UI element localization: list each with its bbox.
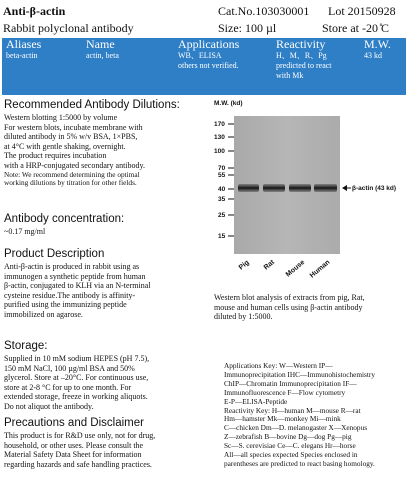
applications-column	[178, 38, 239, 71]
dilutions-title: Recommended Antibody Dilutions:	[4, 99, 180, 111]
blot-mw-label: M.W. (kd)	[214, 100, 243, 107]
key-line: Sc—S. cerevisiae Ce—C. elegans Hr—horse	[224, 441, 356, 451]
marker-label: 25	[218, 212, 226, 219]
dilutions-line: For western blots, incubate membrane with	[4, 122, 143, 132]
description-body	[4, 262, 214, 320]
key-line: Immunoprecipitation IHC—Immunohistochemistry	[224, 369, 375, 379]
caption-line: diluted by 1:5000.	[214, 312, 273, 322]
mw-heading: M.W.	[364, 37, 391, 51]
description-line: Anti-β-actin is produced in rabbit using as	[4, 262, 140, 271]
marker-label: 100	[214, 148, 225, 155]
size: Size: 100 µl	[218, 21, 277, 35]
lane-label-rat: Rat	[262, 258, 276, 272]
dilutions-line: with a HRP-conjugated secondary antibody.	[4, 160, 146, 170]
storage-body	[4, 354, 219, 412]
applications-heading: Applications	[178, 37, 240, 51]
marker-label: 35	[218, 196, 226, 203]
lane-label-mouse: Mouse	[284, 258, 307, 279]
key-line: E-P—ELISA-Peptide	[224, 396, 288, 406]
marker-label: 70	[218, 165, 226, 172]
dilutions-line: Western blotting 1:5000 by volume	[4, 113, 118, 122]
key-line: parentheses are predicted to react basing homology.	[224, 458, 375, 468]
dilutions-note: Note: We recommend determining the optimal	[4, 169, 140, 179]
caption-line: Western blot analysis of extracts from pig, Rat,	[214, 293, 365, 302]
lot-number: Lot 20150928	[328, 4, 396, 18]
description-line: immobilized on agarose.	[4, 309, 83, 319]
caption-line: mouse and human cells using β-actin antibody	[214, 302, 363, 312]
marker-label: 55	[218, 172, 226, 179]
precautions-line: regarding hazards and safe handling practices.	[4, 459, 152, 469]
storage-line: 150 mM NaCl, 100 µg/ml BSA and 50%	[4, 363, 135, 373]
catalog-number: Cat.No.103030001	[218, 4, 310, 18]
storage-line: Supplied in 10 mM sodium HEPES (pH 7.5),	[4, 354, 150, 363]
name-column	[86, 38, 119, 61]
aliases-heading: Aliases	[6, 37, 42, 51]
concentration-title: Antibody concentration:	[4, 213, 125, 225]
blot-band-mouse	[289, 184, 311, 192]
precautions-body	[4, 431, 219, 469]
storage-temp: Store at -20 ̊C	[322, 21, 389, 35]
reactivity-line1: H、M、R、Pg	[276, 51, 327, 60]
name-value: actin, beta	[86, 51, 119, 60]
dilutions-line: diluted antibody in 5% w/v BSA, 1×PBS,	[4, 132, 138, 142]
dilutions-line: at 4°C with gentle shaking, overnight.	[4, 141, 126, 151]
precautions-line: Material Safety Data Sheet for information	[4, 450, 142, 460]
storage-line: glycerol. Store at –20°C. For continuous use,	[4, 373, 149, 383]
product-name: Anti-β-actin	[3, 4, 66, 18]
key-line: Applications Key: W—Western IP—	[224, 361, 333, 370]
description-line: purified using the immunizing peptide	[4, 300, 127, 310]
description-line: cysteine residue.The antibody is affinity-	[4, 290, 136, 300]
lane-label-human: Human	[308, 258, 332, 280]
key-line: Reactivity Key: H—human M—mouse R—rat	[224, 405, 361, 415]
dilutions-line: The product requires incubation	[4, 151, 107, 161]
storage-line: Do not aliquot the antibody.	[4, 401, 94, 411]
blot-band-pig	[238, 184, 259, 192]
applications-line2: others not verified.	[178, 61, 239, 70]
concentration-value: ~0.17 mg/ml	[4, 227, 46, 236]
mw-value: 43 kd	[364, 51, 382, 60]
aliases-value: beta-actin	[6, 51, 38, 60]
precautions-title: Precautions and Disclaimer	[4, 417, 144, 429]
precautions-line: This product is for R&D use only, not for drug,	[4, 431, 156, 440]
dilutions-note: working dilutions by titration for other fields.	[4, 177, 137, 187]
key-line: Immunofluorescence F—Flow cytometry	[224, 387, 346, 397]
reactivity-column	[276, 38, 332, 81]
storage-title: Storage:	[4, 340, 48, 352]
description-title: Product Description	[4, 248, 105, 260]
reactivity-heading: Reactivity	[276, 37, 326, 51]
storage-line: store at 2-8 °C for up to one month. For	[4, 382, 132, 392]
western-blot-image	[212, 112, 406, 286]
antibody-type: Rabbit polyclonal antibody	[3, 21, 134, 35]
description-line: β-actin, conjugated to KLH via an N-terminal	[4, 281, 151, 291]
marker-label: 40	[218, 186, 226, 193]
storage-line: extended storage, freeze in working aliquots.	[4, 392, 148, 402]
blot-band-rat	[263, 184, 285, 192]
info-bar	[2, 38, 406, 95]
dilutions-body	[4, 113, 209, 187]
key-line: Hm—hamster Mk—monkey Mi—mink	[224, 414, 341, 424]
applications-line1: WB、ELISA	[178, 51, 222, 60]
key-line: Z—zebrafish B—bovine Dg—dog Pg—pig	[224, 432, 352, 442]
mw-column	[364, 38, 391, 61]
aliases-column	[6, 38, 41, 61]
blot-caption	[214, 293, 406, 322]
reactivity-line3: with Mk	[276, 71, 304, 80]
reactivity-line2: predicted to react	[276, 61, 332, 70]
description-line: immunogen a synthetic peptide from human	[4, 271, 146, 281]
precautions-line: household, or other uses. Please consult the	[4, 440, 144, 450]
keys-box	[224, 362, 404, 469]
blot-band-human	[314, 184, 337, 192]
marker-label: 15	[218, 233, 226, 240]
key-line: All—all species expected Species enclosed in	[224, 450, 358, 460]
lane-label-pig: Pig	[237, 259, 251, 272]
key-line: ChIP—Chromatin Immunoprecipitation IF—	[224, 378, 357, 388]
band-label: β-actin (43 kd)	[352, 185, 397, 192]
marker-label: 130	[214, 134, 225, 141]
key-line: C—chicken Dm—D. melanogaster X—Xenopus	[224, 423, 368, 433]
name-heading: Name	[86, 37, 115, 51]
marker-label: 170	[214, 121, 225, 128]
